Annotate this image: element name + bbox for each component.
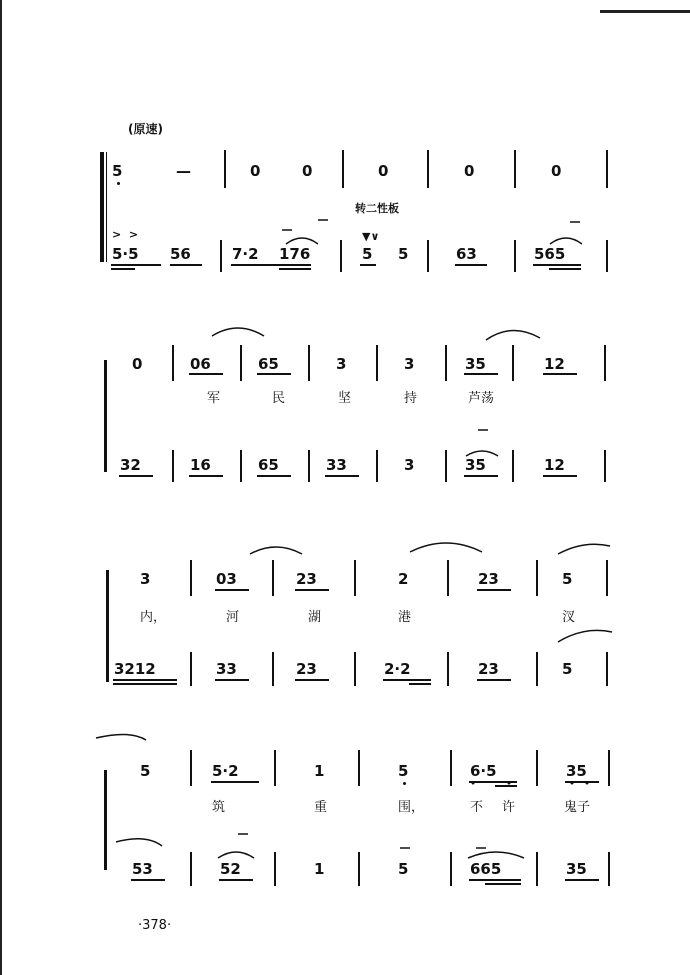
note: 35 [566,762,587,780]
note: 03 [216,570,237,588]
note: 63 [456,245,477,263]
lyric: 军 [207,391,221,406]
note: 0 [464,162,475,180]
note: 35 [465,355,486,373]
note: 0 [378,162,389,180]
lyric: 鬼子 [564,800,591,815]
note: 12 [544,355,565,373]
note: 32 [120,456,141,474]
lyric: 芦荡 [468,391,495,406]
note: 16 [190,456,211,474]
lyric: 港 [398,610,412,625]
note: 52 [220,860,241,878]
slur [468,852,524,858]
slur [250,547,302,554]
note: 1 [314,860,325,878]
note: 7·2 [232,245,259,263]
note: 5·2 [212,762,239,780]
note: 2·2 [384,660,411,678]
note: 565 [534,245,566,263]
note: 35 [566,860,587,878]
slur [550,238,582,244]
lyric: 许 [502,800,516,815]
note: 06 [190,355,211,373]
lyric: 筑 [212,800,226,815]
note: 23 [296,570,317,588]
note: 23 [296,660,317,678]
note: 23 [478,660,499,678]
note: 0 [132,355,143,373]
breath-marks: ▼∨ [362,230,380,243]
section-marking: 转二性板 [355,202,399,215]
slur [558,630,612,642]
slur [212,328,264,336]
dot-below [571,782,574,785]
note: 5 [562,660,573,678]
slur [286,238,318,244]
accent-marks: > > [112,228,139,241]
note: 5 [398,860,409,878]
dash: — [176,162,191,180]
note: 3 [404,456,415,474]
lyric: 重 [314,800,328,815]
note: 53 [132,860,153,878]
note: 3212 [114,660,156,678]
dot-below [472,782,475,785]
note: 6·5 [470,762,497,780]
lyric: 河 [226,610,240,625]
note: 0 [302,162,313,180]
slur [558,544,610,554]
note: 2 [398,570,409,588]
note: 3 [336,355,347,373]
slur [218,852,254,858]
slur [96,734,146,740]
slur [410,543,482,552]
tempo-marking: (原速) [128,122,163,136]
note: 65 [258,456,279,474]
note: 5 [398,245,409,263]
page-number: ·378· [138,918,172,933]
note: 65 [258,355,279,373]
slur [116,839,162,846]
dot-below [508,782,511,785]
lyric: 汊 [562,610,576,625]
note: 1 [314,762,325,780]
lyric: 不 [470,800,484,815]
lyric: 坚 [338,391,352,406]
note: 56 [170,245,191,263]
slur [466,451,498,456]
note: 0 [250,162,261,180]
lyric: 持 [404,391,418,406]
note: 5 [140,762,151,780]
note: 5·5 [112,245,139,263]
note: 3 [140,570,151,588]
note: 5 [398,762,409,780]
slur [486,330,540,340]
note: 35 [465,456,486,474]
lyric: 内， [140,610,167,625]
lyric: 围， [398,800,425,815]
note: 33 [326,456,347,474]
lyric: 民 [272,391,286,406]
note: 33 [216,660,237,678]
note: 0 [551,162,562,180]
note: 3 [404,355,415,373]
lyric: 湖 [308,610,322,625]
note: 5 [362,245,373,263]
note: 665 [470,860,502,878]
note: 5 [112,162,123,180]
note: 12 [544,456,565,474]
note: 23 [478,570,499,588]
dot-below [586,782,589,785]
note: 5 [562,570,573,588]
note: 176 [279,245,311,263]
